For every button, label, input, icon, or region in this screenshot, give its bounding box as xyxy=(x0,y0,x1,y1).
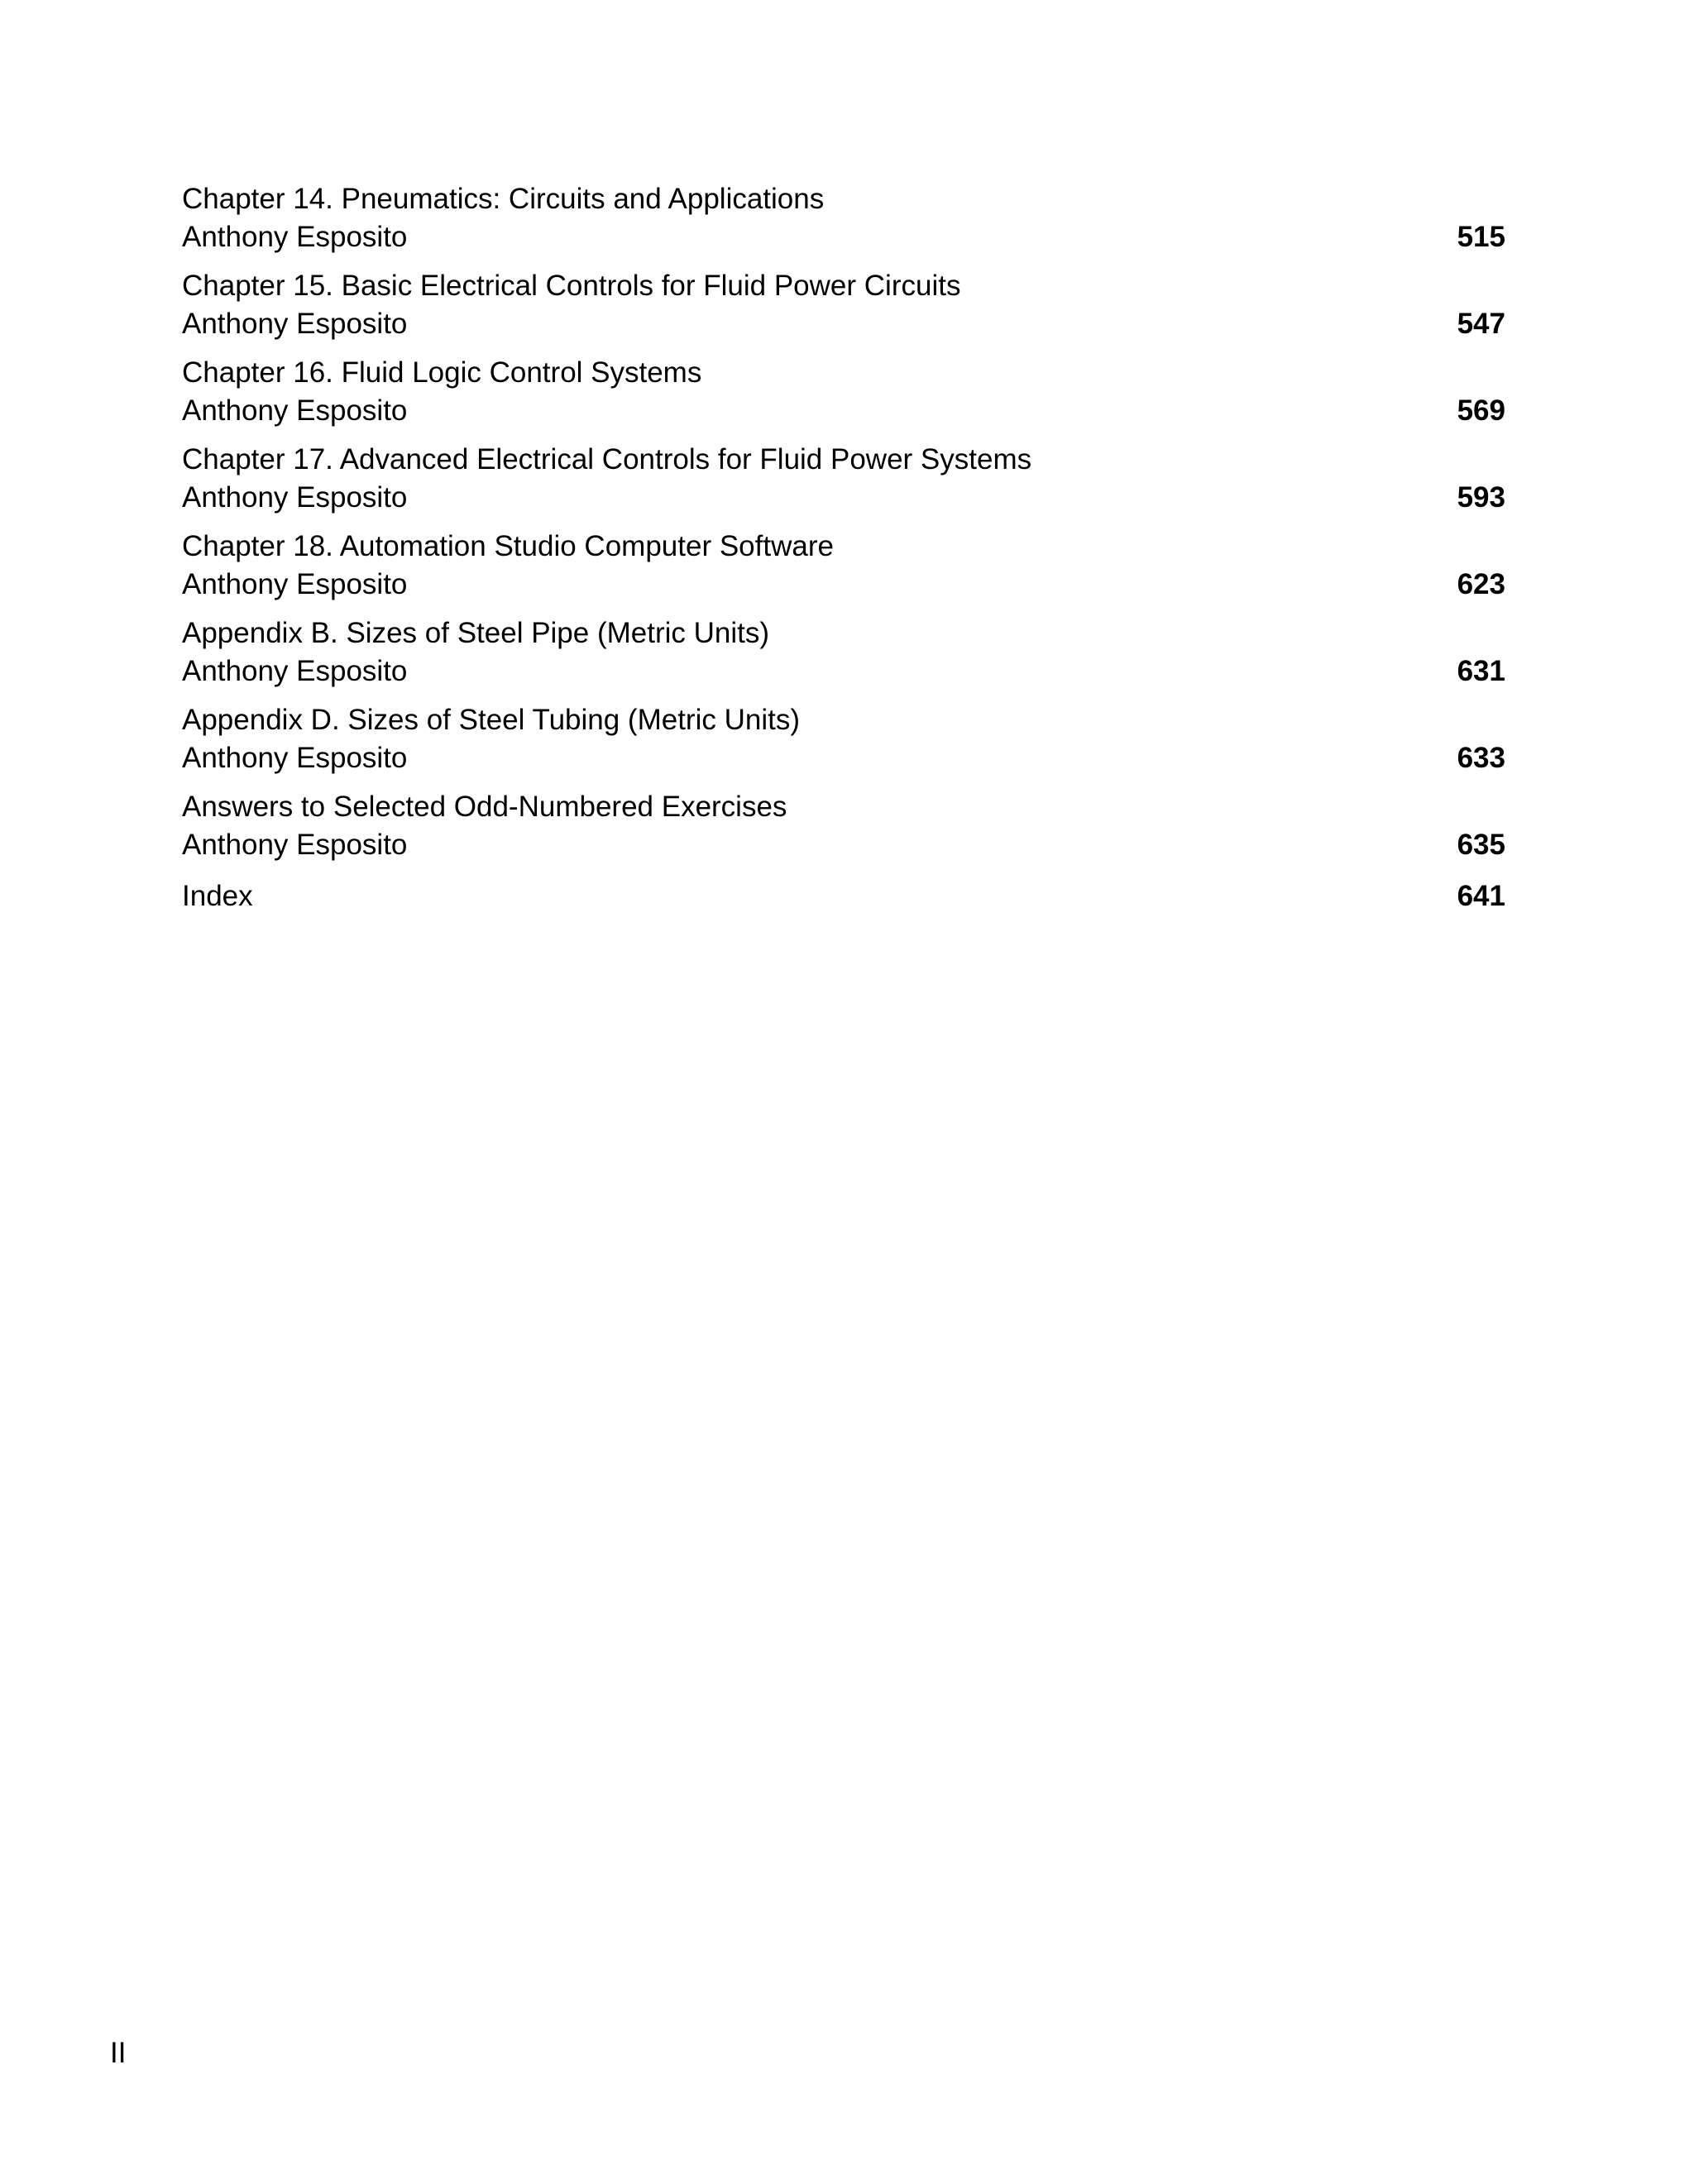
toc-entry-chapter-18[interactable] xyxy=(182,528,1505,604)
entry-author: Anthony Esposito xyxy=(182,481,408,514)
entry-title[interactable]: Appendix D. Sizes of Steel Tubing (Metric Units) xyxy=(182,704,800,736)
entry-title[interactable]: Index xyxy=(182,880,253,912)
entry-page-number[interactable]: 623 xyxy=(1457,568,1505,600)
entry-page-number[interactable]: 633 xyxy=(1457,742,1505,774)
entry-page-number[interactable]: 635 xyxy=(1457,829,1505,861)
entry-page-number[interactable]: 631 xyxy=(1457,655,1505,687)
entry-page-number[interactable]: 641 xyxy=(1457,880,1505,912)
entry-page-number[interactable]: 569 xyxy=(1457,394,1505,427)
toc-entry-chapter-16[interactable] xyxy=(182,354,1505,430)
entry-page-number[interactable]: 515 xyxy=(1457,221,1505,253)
table-of-contents xyxy=(182,180,1505,926)
entry-title[interactable]: Chapter 16. Fluid Logic Control Systems xyxy=(182,356,702,389)
toc-entry-appendix-d[interactable] xyxy=(182,701,1505,777)
toc-entry-chapter-15[interactable] xyxy=(182,267,1505,343)
entry-author: Anthony Esposito xyxy=(182,742,408,774)
entry-title[interactable]: Chapter 14. Pneumatics: Circuits and Applications xyxy=(182,183,825,215)
entry-title[interactable]: Appendix B. Sizes of Steel Pipe (Metric Units) xyxy=(182,617,770,649)
toc-entry-chapter-14[interactable] xyxy=(182,180,1505,256)
entry-page-number[interactable]: 593 xyxy=(1457,481,1505,514)
entry-page-number[interactable]: 547 xyxy=(1457,308,1505,340)
entry-author: Anthony Esposito xyxy=(182,308,408,340)
entry-title[interactable]: Chapter 18. Automation Studio Computer Software xyxy=(182,530,834,562)
entry-title[interactable]: Chapter 17. Advanced Electrical Controls for Fluid Power Systems xyxy=(182,443,1032,476)
entry-author: Anthony Esposito xyxy=(182,829,408,861)
entry-title[interactable]: Answers to Selected Odd-Numbered Exercises xyxy=(182,791,787,823)
toc-entry-answers[interactable] xyxy=(182,788,1505,864)
toc-entry-index[interactable] xyxy=(182,877,1505,915)
toc-entry-chapter-17[interactable] xyxy=(182,441,1505,517)
toc-entry-appendix-b[interactable] xyxy=(182,614,1505,691)
entry-author: Anthony Esposito xyxy=(182,221,408,253)
entry-author: Anthony Esposito xyxy=(182,394,408,427)
entry-author: Anthony Esposito xyxy=(182,655,408,687)
page-folio: II xyxy=(110,2037,127,2069)
entry-title[interactable]: Chapter 15. Basic Electrical Controls for Fluid Power Circuits xyxy=(182,270,961,302)
entry-author: Anthony Esposito xyxy=(182,568,408,600)
